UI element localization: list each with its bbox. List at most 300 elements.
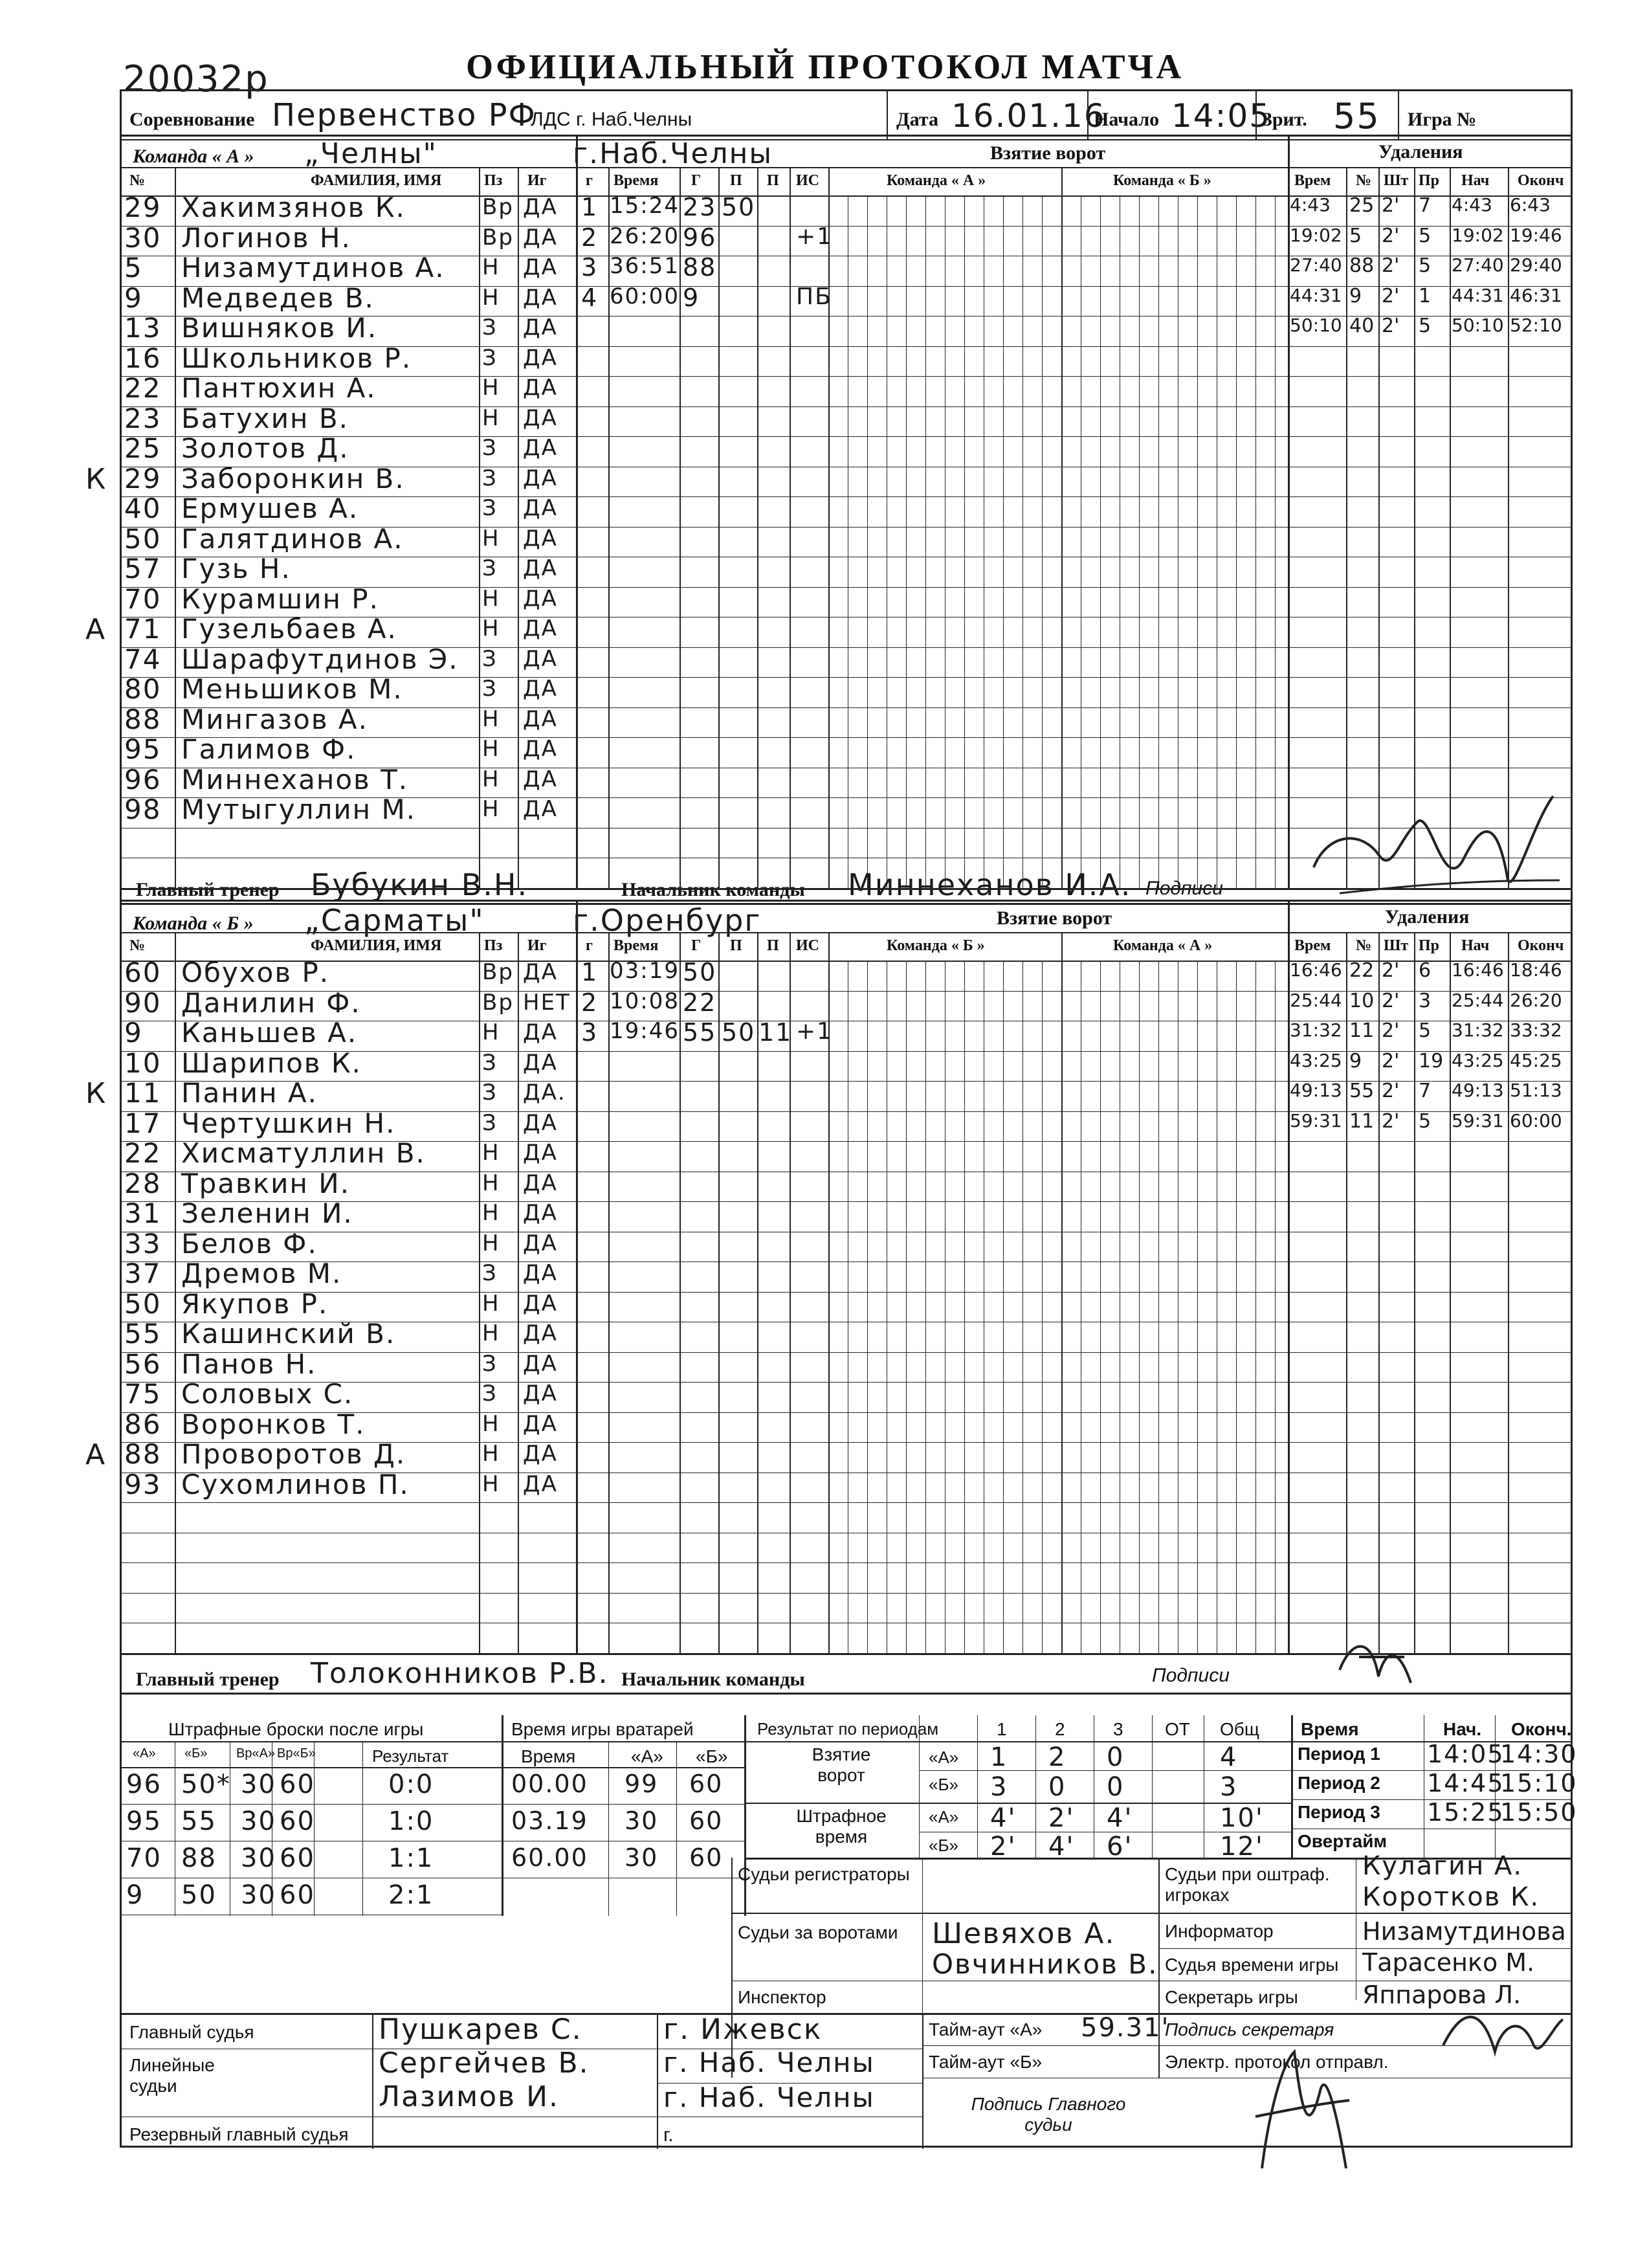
competition-label: Соревнование — [129, 109, 255, 130]
shootout-title: Штрафные броски после игры — [168, 1719, 424, 1739]
penalty-time: 16:46 — [1290, 959, 1342, 981]
competition-value: Первенство РФ — [272, 97, 536, 133]
player-position: Н — [482, 284, 500, 311]
shootout-cell: 88 — [181, 1843, 217, 1873]
page-title: ОФИЦИАЛЬНЫЙ ПРОТОКОЛ МАТЧА — [466, 47, 1184, 86]
team-a-city: г.Наб.Челны — [573, 137, 773, 170]
player-number: 10 — [124, 1047, 162, 1079]
penalty-minutes: 2' — [1382, 1019, 1400, 1042]
goal-time: 03:19 — [610, 958, 680, 984]
grid-line — [1291, 1715, 1293, 1858]
penalty-time: 49:13 — [1290, 1080, 1342, 1101]
period-end: 15:50 — [1500, 1798, 1578, 1827]
goalie-time-cell: 60 — [689, 1770, 724, 1798]
period-cell: 2' — [1048, 1803, 1075, 1833]
player-position: Н — [482, 706, 500, 732]
team-b-city: г.Оренбург — [573, 903, 762, 938]
penalty-time: 27:40 — [1290, 254, 1342, 276]
header-g: г — [586, 937, 593, 954]
penalty-reason: 1 — [1419, 284, 1432, 307]
player-position: Вр — [482, 959, 514, 985]
header-is: ИС — [796, 937, 819, 954]
player-position: Н — [482, 525, 500, 551]
grid-line — [744, 1741, 1294, 1742]
electronic-sent-label: Электр. протокол отправл. — [1165, 2052, 1389, 2072]
linesman-2: Лазимов И. — [379, 2080, 559, 2113]
player-number: 55 — [124, 1318, 162, 1350]
header-is: ИС — [796, 172, 819, 189]
team-b-tag: «Б» — [929, 1836, 958, 1855]
penalty-start: 50:10 — [1452, 315, 1504, 336]
period-start: 15:25 — [1427, 1798, 1505, 1827]
player-position: З — [482, 495, 498, 521]
shootout-header: «Б» — [184, 1746, 208, 1761]
goal-number: 3 — [581, 253, 599, 282]
head-ref: Пушкарев С. — [379, 2013, 582, 2046]
secretary-signature — [1437, 2000, 1566, 2071]
period-cell: 2' — [990, 1832, 1017, 1862]
start-value: 14:05 — [1171, 97, 1272, 135]
player-position: З — [482, 1381, 498, 1406]
start-label: Начало — [1094, 109, 1160, 130]
header-p2: П — [767, 937, 779, 954]
period-cell: 2 — [1048, 1742, 1067, 1772]
header-num: № — [129, 172, 146, 189]
shootout-cell: 50* — [181, 1770, 231, 1799]
player-name: Заборонкин В. — [181, 462, 405, 495]
penalty-player: 11 — [1349, 1019, 1375, 1042]
header-pen-time: Врем — [1294, 172, 1331, 189]
player-position: Н — [482, 1019, 500, 1045]
timekeeper: Тарасенко М. — [1362, 1948, 1535, 1977]
player-plays: ДА — [523, 224, 558, 250]
penalty-minutes: 2' — [1382, 194, 1400, 217]
shootout-cell: 9 — [126, 1880, 144, 1910]
player-name: Данилин Ф. — [181, 986, 361, 1019]
player-number: 25 — [124, 432, 162, 464]
header-plays: Иг — [527, 937, 547, 954]
player-number: 50 — [124, 1287, 162, 1320]
player-name: Чертушкин Н. — [181, 1107, 396, 1139]
player-plays: ДА — [523, 315, 558, 340]
header-plays: Иг — [527, 172, 547, 189]
penalty-minutes: 2' — [1382, 959, 1400, 982]
shootout-cell: 95 — [126, 1807, 162, 1836]
player-position: З — [482, 555, 498, 581]
player-plays: ДА — [523, 1381, 558, 1406]
player-position: Н — [482, 1410, 500, 1437]
team-b-penalties-header: Удаления — [1385, 906, 1470, 928]
team-a-coach-label: Главный тренер — [136, 879, 280, 900]
penalty-minutes: 2' — [1382, 284, 1400, 307]
periods-header: ОТ — [1165, 1719, 1190, 1739]
periods-header: 3 — [1113, 1719, 1123, 1739]
player-plays: ДА — [523, 736, 558, 762]
shootout-cell: 30 — [241, 1843, 276, 1873]
goal-scorer: 23 — [683, 193, 717, 221]
player-position: Н — [482, 1200, 500, 1226]
player-number: 29 — [124, 462, 162, 495]
player-name: Якупов Р. — [181, 1287, 329, 1320]
grid-line — [120, 903, 1573, 905]
player-name: Кашинский В. — [181, 1318, 396, 1350]
captain-mark: К — [85, 462, 107, 496]
goalie-time-cell: 99 — [625, 1770, 659, 1798]
penalty-reason: 7 — [1419, 194, 1432, 217]
penalty-player: 10 — [1349, 989, 1375, 1012]
team-a-goals-taken-header: Взятие ворот — [990, 142, 1106, 164]
goal-situation: +1 — [796, 1018, 834, 1045]
player-name: Шарипов К. — [181, 1047, 362, 1079]
player-name: Шарафутдинов Э. — [181, 643, 459, 675]
timeout-a-label: Тайм-аут «А» — [929, 2019, 1043, 2040]
player-position: Н — [482, 1471, 500, 1497]
linesman-2-city: г. Наб. Челны — [663, 2082, 875, 2113]
penalty-time: 19:02 — [1290, 224, 1342, 246]
player-number: 75 — [124, 1378, 162, 1410]
goal-time: 60:00 — [610, 283, 680, 309]
player-position: Н — [482, 616, 500, 641]
player-plays: ДА — [523, 1049, 558, 1076]
player-position: З — [482, 435, 498, 461]
periods-header: 1 — [997, 1719, 1007, 1739]
team-b-tag: «Б» — [929, 1775, 958, 1794]
player-number: 9 — [124, 1017, 143, 1049]
grid-line — [977, 1715, 978, 1858]
header-pen-min: Шт — [1384, 937, 1409, 954]
header-pen-time: Врем — [1294, 937, 1331, 954]
grid-line — [502, 1715, 503, 1916]
player-name: Гузельбаев А. — [181, 613, 397, 645]
player-position: Н — [482, 1290, 500, 1317]
grid-line — [744, 1715, 746, 1916]
player-number: 60 — [124, 957, 162, 988]
penalty-time: 43:25 — [1290, 1049, 1342, 1071]
team-b-manager-label: Начальник команды — [621, 1669, 805, 1690]
grid-line — [120, 1741, 502, 1742]
penalty-start: 19:02 — [1452, 224, 1504, 246]
penalty-start: 59:31 — [1452, 1109, 1504, 1131]
player-number: 71 — [124, 613, 162, 645]
penalty-end: 6:43 — [1510, 194, 1551, 216]
penalty-end: 51:13 — [1510, 1080, 1562, 1101]
penalty-end: 29:40 — [1510, 254, 1562, 276]
player-number: 22 — [124, 372, 162, 404]
header-pen-end: Оконч — [1518, 937, 1564, 954]
period-cell: 4 — [1220, 1742, 1238, 1772]
penalty-time: 50:10 — [1290, 315, 1342, 336]
shootout-cell: 96 — [126, 1770, 162, 1799]
penalty-player: 9 — [1349, 284, 1362, 307]
penalty-box-2: Коротков К. — [1362, 1882, 1540, 1912]
team-a-manager-label: Начальник команды — [621, 879, 805, 900]
player-plays: ДА — [523, 585, 558, 612]
goal-time: 10:08 — [610, 988, 680, 1014]
player-name: Сухомлинов П. — [181, 1468, 410, 1500]
player-name: Медведев В. — [181, 282, 375, 314]
shots-team-a-header: Команда « А » — [887, 172, 986, 189]
player-name: Гузь Н. — [181, 553, 291, 584]
spectators-value: 55 — [1333, 96, 1380, 137]
player-number: 5 — [124, 252, 143, 284]
goal-scorer: 50 — [683, 958, 717, 986]
secretary-label: Секретарь игры — [1165, 1987, 1298, 2007]
player-name: Школьников Р. — [181, 342, 412, 374]
player-plays: ДА — [523, 766, 558, 792]
shootout-header: Вр«Б» — [277, 1746, 316, 1761]
player-position: Н — [482, 796, 500, 822]
player-position: З — [482, 1080, 498, 1106]
grid-line — [120, 1804, 502, 1805]
player-plays: ДА — [523, 1019, 558, 1045]
period-cell: 3 — [990, 1772, 1008, 1802]
player-name: Галимов Ф. — [181, 733, 357, 765]
header-time: Время — [614, 937, 659, 954]
penalty-player: 11 — [1349, 1109, 1375, 1133]
goal-time: 36:51 — [610, 253, 680, 279]
grid-line — [362, 1741, 363, 1916]
player-number: 40 — [124, 493, 162, 524]
goalie-time-cell: 30 — [625, 1807, 659, 1835]
player-name: Мингазов А. — [181, 703, 369, 735]
player-number: 57 — [124, 553, 162, 584]
goal-situation: +1 — [796, 223, 834, 250]
player-position: З — [482, 1260, 498, 1286]
inspector-label: Инспектор — [738, 1987, 826, 2007]
goal-scorer: 9 — [683, 283, 700, 312]
player-position: Н — [482, 766, 500, 792]
header-goal: Г — [691, 172, 702, 189]
player-plays: ДА — [523, 495, 558, 521]
shootout-cell: 60 — [280, 1843, 315, 1873]
penalty-minutes: 2' — [1382, 315, 1400, 337]
player-name: Соловых С. — [181, 1378, 354, 1410]
player-position: Н — [482, 1140, 500, 1166]
player-name: Панин А. — [181, 1077, 318, 1109]
captain-mark: А — [85, 1438, 107, 1471]
grid-line — [676, 1741, 677, 1916]
player-position: З — [482, 645, 498, 672]
shootout-cell: 70 — [126, 1843, 162, 1873]
player-number: 98 — [124, 794, 162, 825]
player-plays: ДА — [523, 796, 558, 822]
penalty-player: 22 — [1349, 959, 1375, 982]
period-end: 15:10 — [1500, 1769, 1578, 1797]
shootout-cell: 0:0 — [388, 1770, 434, 1799]
header-name: ФАМИЛИЯ, ИМЯ — [311, 937, 442, 954]
penalty-start: 31:32 — [1452, 1019, 1504, 1041]
head-ref-sign-label: Подпись Главного судьи — [971, 2094, 1126, 2135]
player-plays: ДА — [523, 375, 558, 401]
grid-line — [1152, 1715, 1153, 1858]
player-plays: ДА — [523, 1109, 558, 1136]
player-plays: ДА — [523, 1140, 558, 1166]
grid-line — [731, 1913, 1573, 1914]
penalty-minutes: 2' — [1382, 1109, 1400, 1133]
player-plays: ДА — [523, 959, 558, 985]
header-time: Время — [614, 172, 659, 189]
player-plays: ДА — [523, 435, 558, 461]
player-position: Н — [482, 736, 500, 762]
penalty-minutes: 2' — [1382, 989, 1400, 1012]
grid-line — [120, 1502, 1573, 1503]
player-plays: ДА — [523, 706, 558, 732]
goal-scorer: 88 — [683, 253, 717, 282]
penalty-reason: 7 — [1419, 1080, 1432, 1102]
penalty-end: 33:32 — [1510, 1019, 1562, 1041]
player-plays: ДА — [523, 344, 558, 371]
penalty-reason: 19 — [1419, 1049, 1444, 1073]
period-cell: 12' — [1220, 1832, 1264, 1862]
player-number: 33 — [124, 1227, 162, 1260]
shootout-cell: 60 — [280, 1880, 315, 1910]
grid-line — [120, 2013, 1573, 2015]
penalty-time: 31:32 — [1290, 1019, 1342, 1041]
player-name: Вишняков И. — [181, 312, 378, 344]
grid-line — [120, 1593, 1573, 1594]
player-name: Ермушев А. — [181, 493, 359, 524]
shots-team-a-header: Команда « Б » — [887, 937, 985, 954]
player-name: Золотов Д. — [181, 432, 349, 464]
period-cell: 4' — [990, 1803, 1017, 1833]
goal-assist-2: 11 — [758, 1018, 793, 1047]
header-pos: Пз — [484, 172, 503, 189]
player-plays: ДА — [523, 1170, 558, 1196]
periods-title: Результат по периодам — [757, 1719, 939, 1739]
penalty-player: 9 — [1349, 1049, 1362, 1073]
header-p2: П — [767, 172, 779, 189]
header-num: № — [129, 937, 146, 954]
period-times-header: Оконч. — [1511, 1719, 1572, 1739]
player-number: 95 — [124, 733, 162, 765]
player-plays: ДА — [523, 676, 558, 702]
header-p1: П — [730, 172, 742, 189]
shootout-cell: 30 — [241, 1807, 276, 1836]
player-plays: ДА — [523, 1230, 558, 1256]
penalty-start: 4:43 — [1452, 194, 1492, 216]
player-name: Логинов Н. — [181, 221, 351, 254]
header-pen-min: Шт — [1384, 172, 1409, 189]
goal-judges-label: Судьи за воротами — [738, 1922, 898, 1942]
player-plays: ДА — [523, 254, 558, 280]
player-plays: ДА — [523, 1200, 558, 1226]
player-plays: ДА — [523, 194, 558, 220]
timeout-b-label: Тайм-аут «Б» — [929, 2052, 1043, 2072]
grid-line — [502, 1767, 744, 1768]
penalty-reason: 5 — [1419, 254, 1432, 277]
player-position: З — [482, 344, 498, 371]
player-plays: ДА — [523, 284, 558, 311]
header-pen-reason: Пр — [1419, 172, 1440, 189]
player-plays: ДА. — [523, 1080, 566, 1106]
header-pen-reason: Пр — [1419, 937, 1440, 954]
pim-label: Штрафное время — [796, 1806, 887, 1847]
penalty-start: 25:44 — [1452, 989, 1504, 1011]
penalty-reason: 5 — [1419, 1019, 1432, 1042]
team-b-coach: Толоконников Р.В. — [311, 1657, 609, 1690]
secretary-sign-label: Подпись секретаря — [1165, 2019, 1334, 2040]
player-name: Воронков Т. — [181, 1408, 366, 1440]
captain-mark: А — [85, 613, 107, 646]
player-plays: ДА — [523, 1471, 558, 1497]
player-name: Панов Н. — [181, 1348, 317, 1380]
player-position: Н — [482, 375, 500, 401]
player-number: 11 — [124, 1077, 162, 1109]
header-pen-start: Нач — [1461, 172, 1490, 189]
penalty-start: 27:40 — [1452, 254, 1504, 276]
goalie-time-title: Время игры вратарей — [511, 1719, 694, 1739]
penalty-box-1: Кулагин А. — [1362, 1851, 1523, 1881]
team-a-coach: Бубукин В.Н. — [311, 867, 529, 902]
player-name: Зеленин И. — [181, 1197, 353, 1229]
informer-label: Информатор — [1165, 1921, 1274, 1941]
player-number: 56 — [124, 1348, 162, 1380]
header-p1: П — [730, 937, 742, 954]
player-position: З — [482, 1109, 498, 1136]
secretary: Яппарова Л. — [1362, 1981, 1521, 2009]
team-a-penalties-header: Удаления — [1378, 141, 1463, 162]
penalty-reason: 3 — [1419, 989, 1432, 1012]
grid-line — [120, 900, 1573, 902]
grid-line — [502, 1804, 744, 1805]
player-plays: ДА — [523, 465, 558, 491]
player-number: 22 — [124, 1137, 162, 1169]
penalty-minutes: 2' — [1382, 254, 1400, 277]
player-number: 28 — [124, 1167, 162, 1199]
goal-scorer: 55 — [683, 1018, 717, 1047]
player-position: Вр — [482, 989, 514, 1016]
team-a-tag: «А» — [929, 1748, 959, 1767]
penalty-time: 44:31 — [1290, 284, 1342, 306]
period-times-header: Время — [1301, 1719, 1359, 1739]
penalty-player: 25 — [1349, 194, 1375, 217]
goal-assist-1: 50 — [722, 193, 756, 221]
grid-line — [120, 1767, 502, 1768]
goal-number: 4 — [581, 283, 599, 312]
venue: ЛДС г. Наб.Челны — [531, 109, 692, 130]
player-number: 13 — [124, 312, 162, 344]
grid-line — [502, 1741, 744, 1742]
period-label: Период 1 — [1298, 1744, 1380, 1764]
player-position: З — [482, 465, 498, 491]
goalie-time-cell: 60.00 — [511, 1843, 588, 1872]
header-name: ФАМИЛИЯ, ИМЯ — [311, 172, 442, 189]
team-a-tag: «А» — [929, 1807, 959, 1827]
player-name: Белов Ф. — [181, 1227, 318, 1260]
goals-label: Взятие ворот — [812, 1744, 871, 1785]
player-position: Н — [482, 1170, 500, 1196]
player-position: Н — [482, 1230, 500, 1256]
goal-time: 15:24 — [610, 193, 680, 219]
player-name: Проворотов Д. — [181, 1438, 406, 1470]
player-number: 23 — [124, 402, 162, 434]
period-end: 14:30 — [1500, 1740, 1578, 1768]
player-position: Н — [482, 405, 500, 431]
penalty-reason: 5 — [1419, 1109, 1432, 1133]
player-name: Курамшин Р. — [181, 583, 379, 615]
linesman-1: Сергейчев В. — [379, 2047, 590, 2080]
game-label: Игра № — [1408, 109, 1477, 130]
penalty-end: 45:25 — [1510, 1049, 1562, 1071]
player-plays: ДА — [523, 405, 558, 431]
player-number: 90 — [124, 986, 162, 1019]
penalty-reason: 6 — [1419, 959, 1432, 982]
player-plays: ДА — [523, 1410, 558, 1437]
grid-line — [922, 2013, 923, 2149]
grid-line — [372, 2013, 373, 2149]
goal-scorer: 96 — [683, 223, 717, 252]
date-label: Дата — [896, 109, 938, 130]
